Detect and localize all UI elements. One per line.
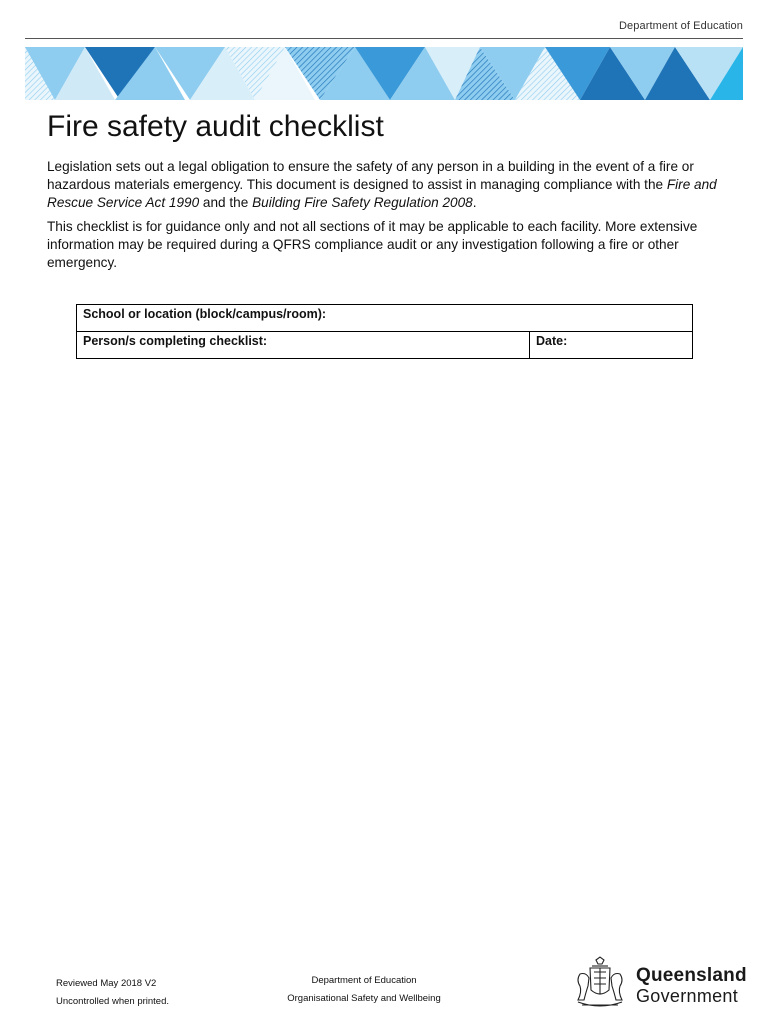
decorative-banner: [25, 47, 743, 100]
logo-line-2: Government: [636, 986, 739, 1006]
logo-line-1: Queensland: [636, 965, 747, 986]
logo-wordmark: [636, 966, 747, 1006]
location-label: School or location (block/campus/room):: [83, 307, 327, 321]
date-label: Date:: [536, 334, 568, 348]
intro-end: .: [472, 195, 477, 210]
regulation-name: Building Fire Safety Regulation 2008: [252, 195, 473, 210]
intro-connector: and the: [199, 195, 253, 210]
footer-review-info: [56, 975, 169, 1011]
queensland-coat-of-arms-icon: [572, 956, 628, 1012]
intro-paragraph-1: [47, 158, 727, 212]
header-rule: [25, 38, 743, 39]
footer-uncontrolled: Uncontrolled when printed.: [56, 996, 170, 1007]
person-label: Person/s completing checklist:: [83, 334, 268, 348]
person-row: [77, 332, 693, 359]
person-field[interactable]: [77, 332, 530, 359]
footer-unit: Organisational Safety and Wellbeing: [287, 993, 441, 1004]
footer-reviewed: Reviewed May 2018 V2: [56, 978, 157, 989]
location-field[interactable]: [77, 305, 693, 332]
details-form-table: [76, 304, 693, 359]
intro-text: Legislation sets out a legal obligation to ensure the safety of any person in a building in the event of a fire or hazardous materials emergency. This document is designed to assist in managing compliance with the: [47, 159, 694, 192]
intro-paragraph-2: This checklist is for guidance only and not all sections of it may be applicable to each facility. More extensive information may be required during a QFRS compliance audit or any investigation following a fire or other emergency.: [47, 219, 698, 270]
queensland-government-logo: [572, 956, 747, 1012]
date-field[interactable]: [530, 332, 693, 359]
footer-department: Department of Education: [311, 975, 417, 986]
act-name: Fire and Rescue Service Act 1990: [47, 177, 717, 210]
department-header: Department of Education: [619, 20, 743, 32]
footer-department-info: [268, 972, 460, 1008]
page-title: Fire safety audit checklist: [47, 110, 384, 143]
location-row: [77, 305, 693, 332]
